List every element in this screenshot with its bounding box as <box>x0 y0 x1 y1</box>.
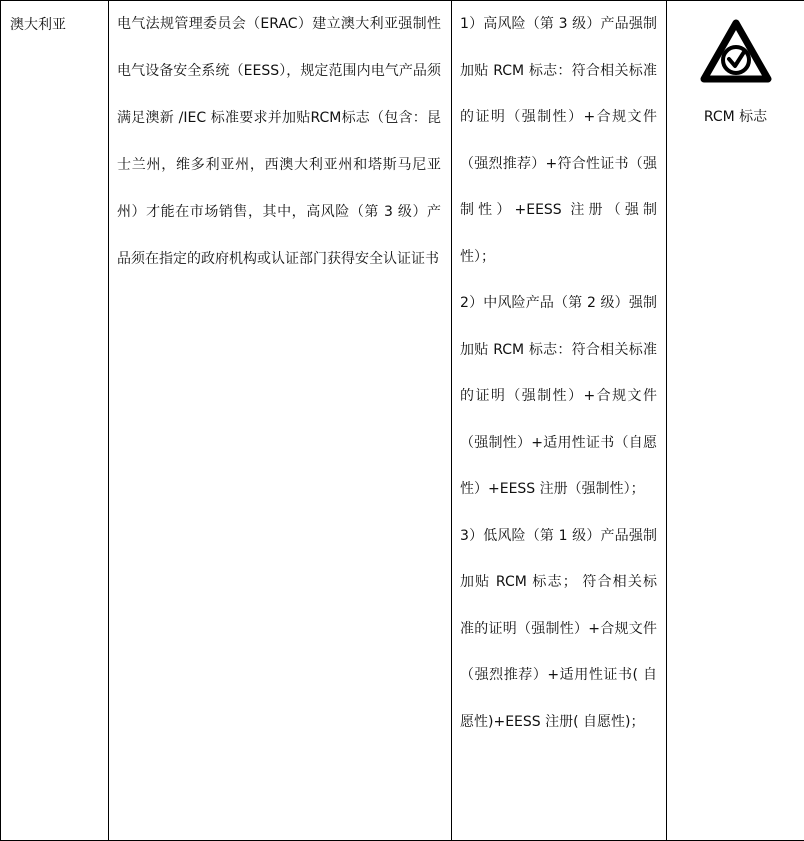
description-text: 电气法规管理委员会（ERAC）建立澳大利亚强制性电气设备安全系统（EESS），规定范围内电气产品须满足澳新 /IEC 标准要求并加贴RCM标志（包含：昆士兰州，维多利亚州，西澳大利亚州和塔斯马尼亚州）才能在市场销售，其中，高风险（第 3 级）产品须在指定的政府机构或认证部门获得安全认证证书 <box>117 16 441 267</box>
description-cell <box>109 1 452 841</box>
table-row <box>1 1 804 841</box>
requirements-cell <box>452 1 667 841</box>
requirement-medium-risk: 2）中风险产品（第 2 级）强制加贴 RCM 标志：符合相关标准的证明（强制性）+合规文件（强制性）+适用性证书（自愿性）+EESS 注册（强制性）； <box>460 295 657 497</box>
requirement-high-risk: 1）高风险（第 3 级）产品强制加贴 RCM 标志：符合相关标准的证明（强制性）+合规文件（强烈推荐）+符合性证书（强制性）+EESS 注册（强制性）； <box>460 16 657 265</box>
country-name: 澳大利亚 <box>10 17 66 33</box>
country-cell <box>1 1 109 841</box>
rcm-mark-label: RCM 标志 <box>703 109 768 125</box>
mark-cell <box>667 1 804 841</box>
rcm-mark-icon <box>700 19 772 83</box>
requirement-low-risk: 3）低风险（第 1 级）产品强制加贴 RCM 标志； 符合相关标准的证明（强制性）+合规文件（强烈推荐）+适用性证书( 自愿性)+EESS 注册( 自愿性)； <box>460 527 657 730</box>
